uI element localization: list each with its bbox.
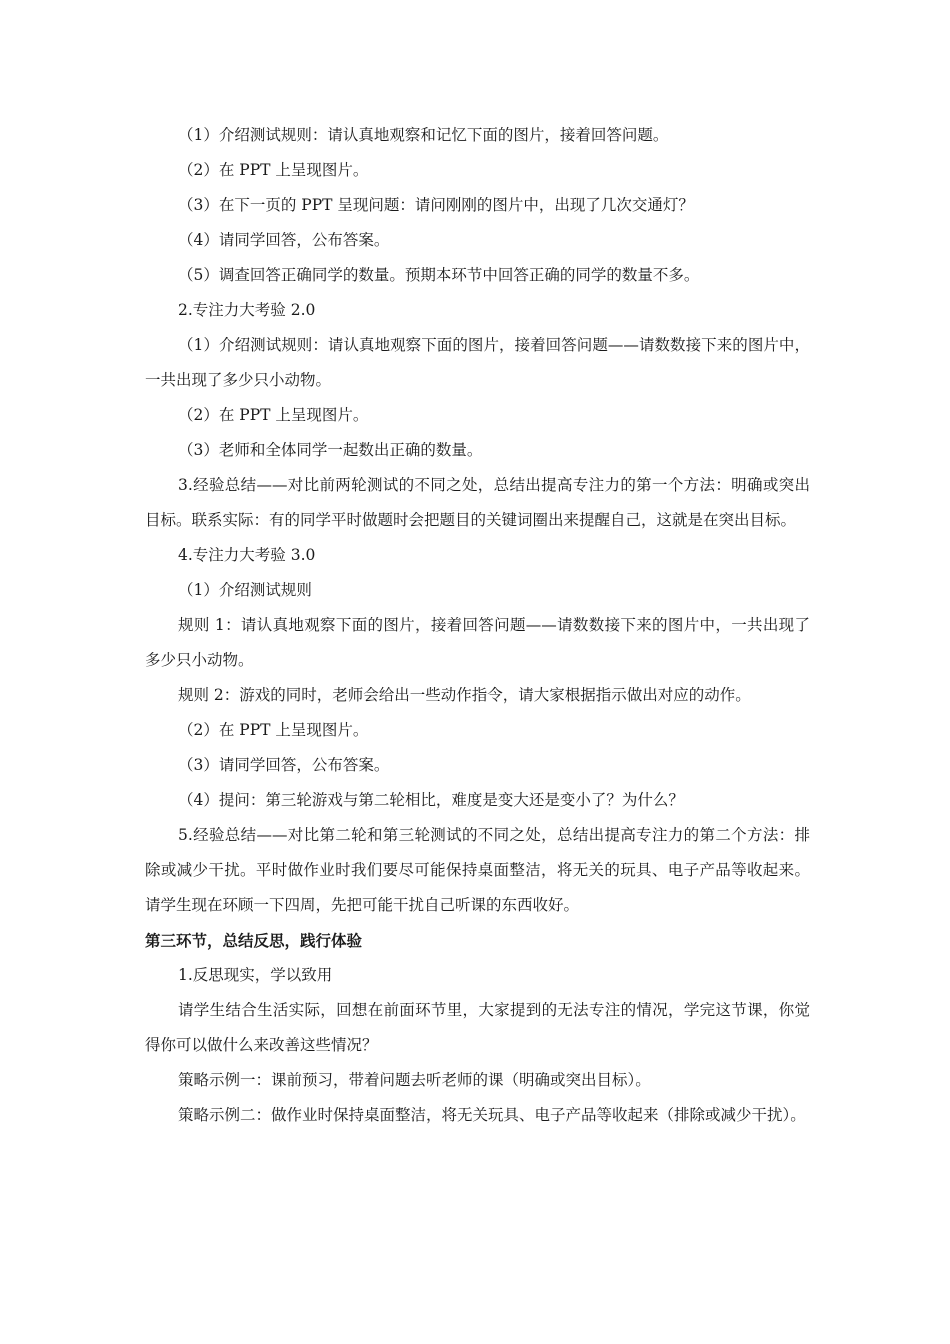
subheading: 1.反思现实，学以致用 bbox=[178, 966, 333, 984]
paragraph: （5）调查回答正确同学的数量。预期本环节中回答正确的同学的数量不多。 bbox=[178, 266, 700, 284]
paragraph: 策略示例一：课前预习，带着问题去听老师的课（明确或突出目标）。 bbox=[178, 1071, 651, 1089]
paragraph: 请学生结合生活实际，回想在前面环节里，大家提到的无法专注的情况，学完这节课，你觉得你可以做什么来改善这些情况？ bbox=[145, 1001, 810, 1054]
paragraph: （3）在下一页的 PPT 呈现问题：请问刚刚的图片中，出现了几次交通灯？ bbox=[178, 196, 694, 214]
paragraph: 5.经验总结——对比第二轮和第三轮测试的不同之处，总结出提高专注力的第二个方法：排除或减少干扰。平时做作业时我们要尽可能保持桌面整洁，将无关的玩具、电子产品等收起来。请学生现在环顾一下四周，先把可能干扰自己听课的东西收好。 bbox=[145, 826, 810, 914]
paragraph: （2）在 PPT 上呈现图片。 bbox=[178, 406, 369, 424]
document-page bbox=[145, 118, 810, 1133]
paragraph: 3.经验总结——对比前两轮测试的不同之处，总结出提高专注力的第一个方法：明确或突出目标。联系实际：有的同学平时做题时会把题目的关键词圈出来提醒自己，这就是在突出目标。 bbox=[145, 476, 810, 529]
subheading: 2.专注力大考验 2.0 bbox=[178, 301, 316, 319]
paragraph: （2）在 PPT 上呈现图片。 bbox=[178, 721, 369, 739]
paragraph: （3）老师和全体同学一起数出正确的数量。 bbox=[178, 441, 483, 459]
section-heading: 第三环节，总结反思，践行体验 bbox=[145, 931, 363, 950]
paragraph: （1）介绍测试规则：请认真地观察和记忆下面的图片，接着回答问题。 bbox=[178, 126, 669, 144]
paragraph: （1）介绍测试规则 bbox=[178, 581, 312, 599]
paragraph: （3）请同学回答，公布答案。 bbox=[178, 756, 390, 774]
paragraph: 策略示例二：做作业时保持桌面整洁，将无关玩具、电子产品等收起来（排除或减少干扰）。 bbox=[178, 1106, 806, 1124]
subheading: 4.专注力大考验 3.0 bbox=[178, 546, 316, 564]
paragraph: （4）提问：第三轮游戏与第二轮相比，难度是变大还是变小了？为什么？ bbox=[178, 791, 684, 809]
paragraph: （1）介绍测试规则：请认真地观察下面的图片，接着回答问题——请数数接下来的图片中，一共出现了多少只小动物。 bbox=[145, 336, 810, 389]
paragraph: （2）在 PPT 上呈现图片。 bbox=[178, 161, 369, 179]
paragraph: 规则 1：请认真地观察下面的图片，接着回答问题——请数数接下来的图片中，一共出现了多少只小动物。 bbox=[145, 616, 810, 669]
paragraph: （4）请同学回答，公布答案。 bbox=[178, 231, 390, 249]
paragraph: 规则 2：游戏的同时，老师会给出一些动作指令，请大家根据指示做出对应的动作。 bbox=[178, 686, 751, 704]
